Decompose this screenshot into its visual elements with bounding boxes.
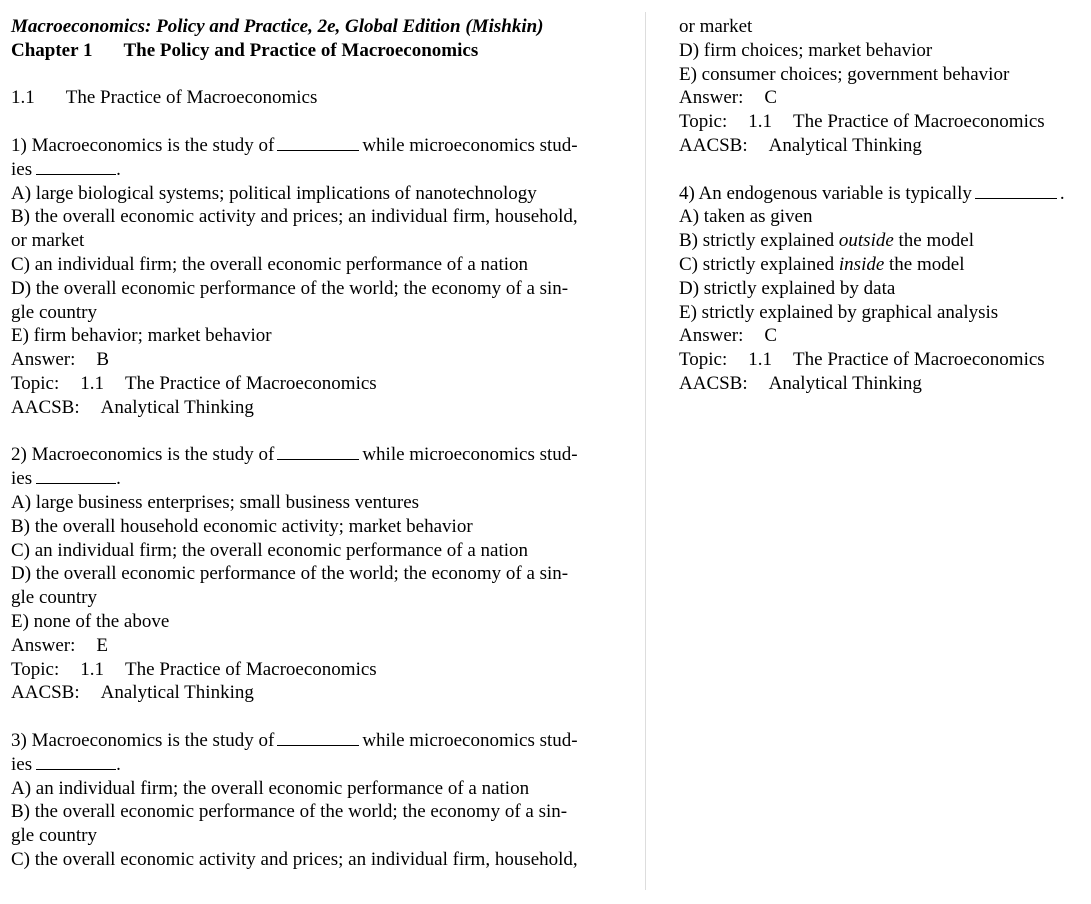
topic-number: 1.1: [748, 349, 773, 371]
section-number: 1.1: [11, 87, 35, 109]
option-c-cont: or market: [679, 16, 753, 37]
aacsb-line: [11, 396, 626, 420]
topic-title: The Practice of Macroeconomics: [125, 658, 377, 680]
section-title: The Practice of Macroeconomics: [65, 87, 318, 109]
answer-label: Answer:: [679, 87, 744, 109]
answer-line: [679, 324, 1084, 348]
answer-value: E: [96, 634, 108, 656]
question-stem: 4) An endogenous variable is typically .: [679, 182, 1065, 204]
topic-line: [679, 348, 1084, 372]
option-b-cont: gle country: [11, 825, 98, 847]
answer-label: Answer:: [679, 325, 744, 347]
option-b-cont: or market: [11, 230, 85, 252]
question-stem-cont: ies .: [11, 753, 121, 775]
option-a: A) large biological systems; political implications of nanotechnology: [11, 182, 537, 204]
option-b: B) the overall economic performance of the world; the economy of a sin-: [11, 801, 568, 823]
column-divider: [645, 12, 646, 890]
option-d: D) the overall economic performance of the world; the economy of a sin-: [11, 563, 569, 585]
chapter-number: Chapter 1: [11, 39, 93, 61]
chapter-heading: [11, 39, 626, 63]
fill-in-blank: [277, 443, 359, 460]
fill-in-blank: [277, 134, 359, 151]
option-a: A) an individual firm; the overall economic performance of a nation: [11, 777, 530, 799]
topic-line: [11, 658, 626, 682]
question-3: [11, 729, 626, 872]
option-d-cont: gle country: [11, 301, 98, 323]
question-stem-cont: ies .: [11, 468, 121, 490]
question-1: [11, 134, 626, 420]
question-stem-cont: ies .: [11, 158, 121, 180]
question-stem: 3) Macroeconomics is the study of while microeconomics stud-: [11, 729, 578, 751]
option-d: D) firm choices; market behavior: [679, 39, 933, 61]
topic-title: The Practice of Macroeconomics: [125, 372, 377, 394]
topic-title: The Practice of Macroeconomics: [793, 349, 1045, 371]
answer-line: [679, 86, 1084, 110]
aacsb-label: AACSB:: [11, 682, 80, 704]
aacsb-value: Analytical Thinking: [100, 396, 254, 418]
answer-label: Answer:: [11, 634, 76, 656]
option-d-cont: gle country: [11, 587, 98, 609]
answer-label: Answer:: [11, 349, 76, 371]
option-b: B) the overall economic activity and prices; an individual firm, household,: [11, 206, 578, 228]
question-stem: 1) Macroeconomics is the study of while microeconomics stud-: [11, 134, 578, 156]
fill-in-blank: [36, 158, 116, 175]
option-e: E) consumer choices; government behavior: [679, 63, 1010, 85]
answer-value: B: [96, 349, 110, 371]
question-stem: 2) Macroeconomics is the study of while microeconomics stud-: [11, 444, 578, 466]
fill-in-blank: [975, 182, 1057, 199]
answer-line: [11, 348, 626, 372]
option-c: C) an individual firm; the overall economic performance of a nation: [11, 539, 529, 561]
topic-number: 1.1: [80, 372, 105, 394]
option-e: E) none of the above: [11, 610, 170, 632]
aacsb-label: AACSB:: [679, 134, 748, 156]
aacsb-value: Analytical Thinking: [100, 682, 254, 704]
aacsb-label: AACSB:: [11, 396, 80, 418]
right-column: [679, 15, 1084, 396]
topic-number: 1.1: [80, 658, 105, 680]
topic-line: [11, 372, 626, 396]
question-2: [11, 443, 626, 705]
topic-number: 1.1: [748, 111, 773, 133]
aacsb-line: [679, 134, 1084, 158]
topic-title: The Practice of Macroeconomics: [793, 111, 1045, 133]
option-c: C) the overall economic activity and prices; an individual firm, household,: [11, 848, 578, 870]
topic-line: [679, 110, 1084, 134]
fill-in-blank: [36, 753, 116, 770]
fill-in-blank: [36, 467, 116, 484]
aacsb-line: [679, 372, 1084, 396]
question-3-continued: [679, 15, 1084, 158]
option-c: C) strictly explained inside the model: [679, 253, 965, 275]
aacsb-value: Analytical Thinking: [768, 372, 922, 394]
answer-value: C: [764, 87, 778, 109]
chapter-title: The Policy and Practice of Macroeconomics: [123, 39, 479, 61]
option-e: E) firm behavior; market behavior: [11, 325, 272, 347]
option-b: B) strictly explained outside the model: [679, 230, 974, 252]
book-title: Macroeconomics: Policy and Practice, 2e, Global Edition (Mishkin): [11, 16, 544, 37]
aacsb-value: Analytical Thinking: [768, 134, 922, 156]
option-a: A) taken as given: [679, 206, 813, 228]
option-e: E) strictly explained by graphical analysis: [679, 301, 999, 323]
option-a: A) large business enterprises; small business ventures: [11, 491, 420, 513]
topic-label: Topic:: [11, 372, 60, 394]
option-d: D) strictly explained by data: [679, 277, 896, 299]
fill-in-blank: [277, 729, 359, 746]
aacsb-line: [11, 681, 626, 705]
topic-label: Topic:: [11, 658, 60, 680]
question-4: [679, 182, 1084, 396]
topic-label: Topic:: [679, 349, 728, 371]
option-c: C) an individual firm; the overall economic performance of a nation: [11, 253, 529, 275]
answer-value: C: [764, 325, 778, 347]
aacsb-label: AACSB:: [679, 372, 748, 394]
answer-line: [11, 634, 626, 658]
option-d: D) the overall economic performance of the world; the economy of a sin-: [11, 277, 569, 299]
left-column: [11, 15, 626, 872]
section-heading: [11, 86, 626, 110]
option-b: B) the overall household economic activity; market behavior: [11, 515, 473, 537]
topic-label: Topic:: [679, 111, 728, 133]
